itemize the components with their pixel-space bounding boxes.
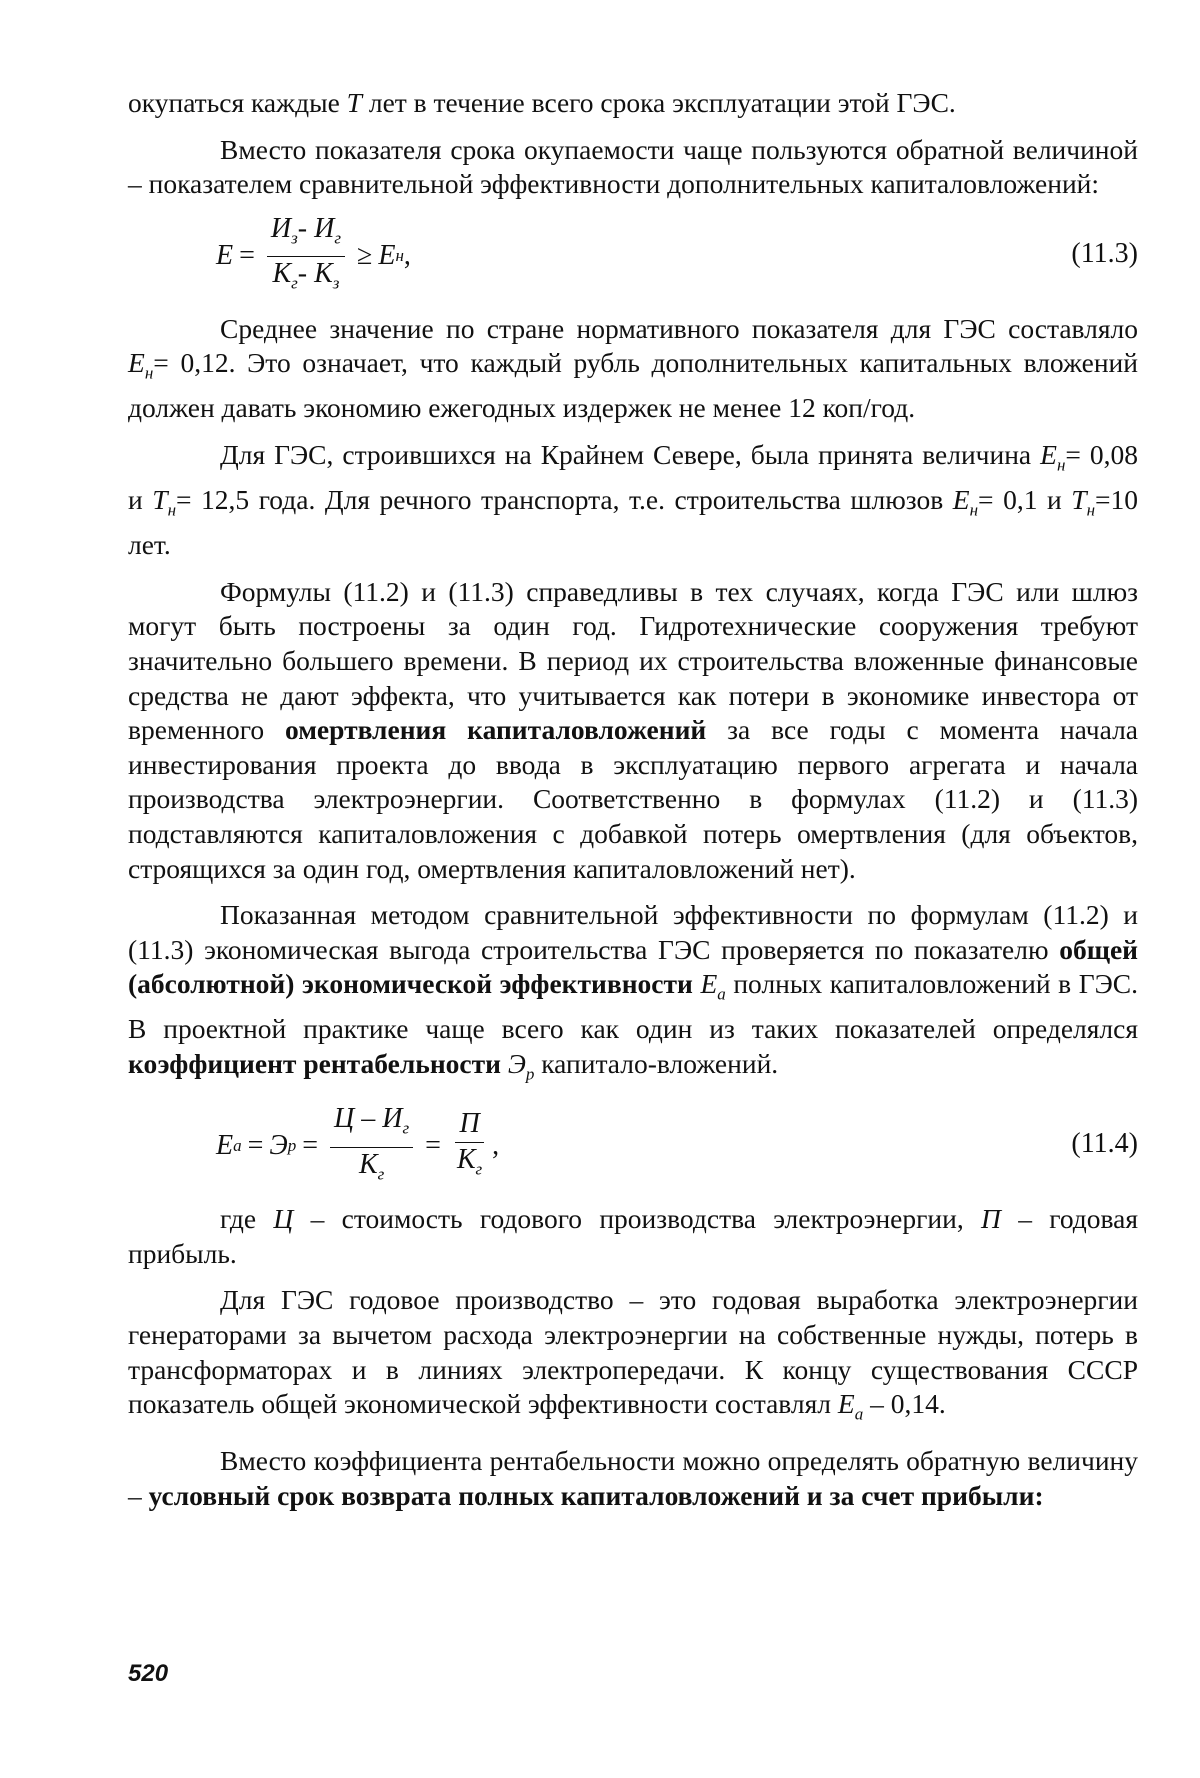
paragraph-where: где Ц – стоимость годового производства электроэнергии, П – годовая прибыль.: [128, 1203, 1139, 1269]
paragraph-comparative-efficiency: Вместо показателя срока окупаемости чаще пользуются обратной величиной – показателем сравнительной эффективности дополнительных капиталовложений:: [128, 133, 1138, 200]
formula-11-3: Е = $\frac{И_з- И_г}{К_г- К_з}$ ≥ Е н , (11.3): [128, 214, 1138, 298]
fraction-11-4-b: $\frac{П}{К_г}$: [456, 1107, 483, 1179]
fraction-11-4-a: $\frac{Ц - И_г}{К_г}$: [330, 1103, 413, 1189]
paragraph-far-north: Для ГЭС, строившихся на Крайнем Севере, была принята величина $Е_н= 0,08$ и $Т_н= 12,5$ года. Для речного транспорта, т.е. строительства шлюзов $Е_н= 0,1$ и $Т_н=10$ лет.: [128, 439, 1139, 561]
formula-number-11-3: (11.3): [1071, 237, 1138, 269]
paragraph-normative-value: Среднее значение по стране нормативного показателя для ГЭС составляло $Е_н= 0,12$. Это означает, что каждый рубль дополнительных капитальных вложений должен давать экономию ежегодных издержек не менее 12 коп/год.: [128, 312, 1138, 424]
page-content: [128, 86, 1138, 1525]
formula-number-11-4: (11.4): [1071, 1128, 1138, 1160]
fraction-11-3: $\frac{И_з- И_г}{К_г- К_з}$: [267, 213, 345, 299]
formula-11-4: Е а = Э р = $\frac{Ц - И_г}{К_г}$ = $\frac{П}{К_г}$ , (11.4): [128, 1104, 1138, 1188]
paragraph-annual-production: Для ГЭС годовое производство – это годовая выработка электроэнергии генераторами за вычетом расхода электроэнергии на собственные нужды, потерь в трансформаторах и в линиях электропередачи. К концу существования СССР показатель общей экономической эффективности составлял $Е_а - 0,14$.: [128, 1284, 1138, 1424]
paragraph-formulas-validity: Формулы (11.2) и (11.3) справедливы в тех случаях, когда ГЭС или шлюз могут быть построены за один год. Гидротехнические сооружения требуют значительно большего времени. В период их строительства вложенные финансовые средства не дают эффекта, что учитывается как потери в экономике инвестора от временного омертвления капиталовложений за все годы с момента начала инвестирования проекта до ввода в эксплуатацию первого агрегата и начала производства электроэнергии. Соответственно в формулах (11.2) и (11.3) подставляются капиталовложения с добавкой потерь омертвления (для объектов, строящихся за один год, омертвления капиталовложений нет).: [128, 575, 1138, 884]
page-number: 520: [128, 1660, 169, 1687]
paragraph-payback-period: Вместо коэффициента рентабельности можно определять обратную величину – условный срок возврата полных капиталовложений и за счет прибыли:: [128, 1445, 1138, 1511]
paragraph-absolute-efficiency: Показанная методом сравнительной эффективности по формулам (11.2) и (11.3) экономическая выгода строительства ГЭС проверяется по показателю общей (абсолютной) экономической эффективности $Е_а$ полных капиталовложений в ГЭС. В проектной практике чаще всего как один из таких показателей определялся коэффициент рентабельности $Э_р$ капитало-вложений.: [128, 899, 1139, 1084]
paragraph-continuation: окупаться каждые Т лет в течение всего срока эксплуатации этой ГЭС.: [128, 87, 956, 118]
